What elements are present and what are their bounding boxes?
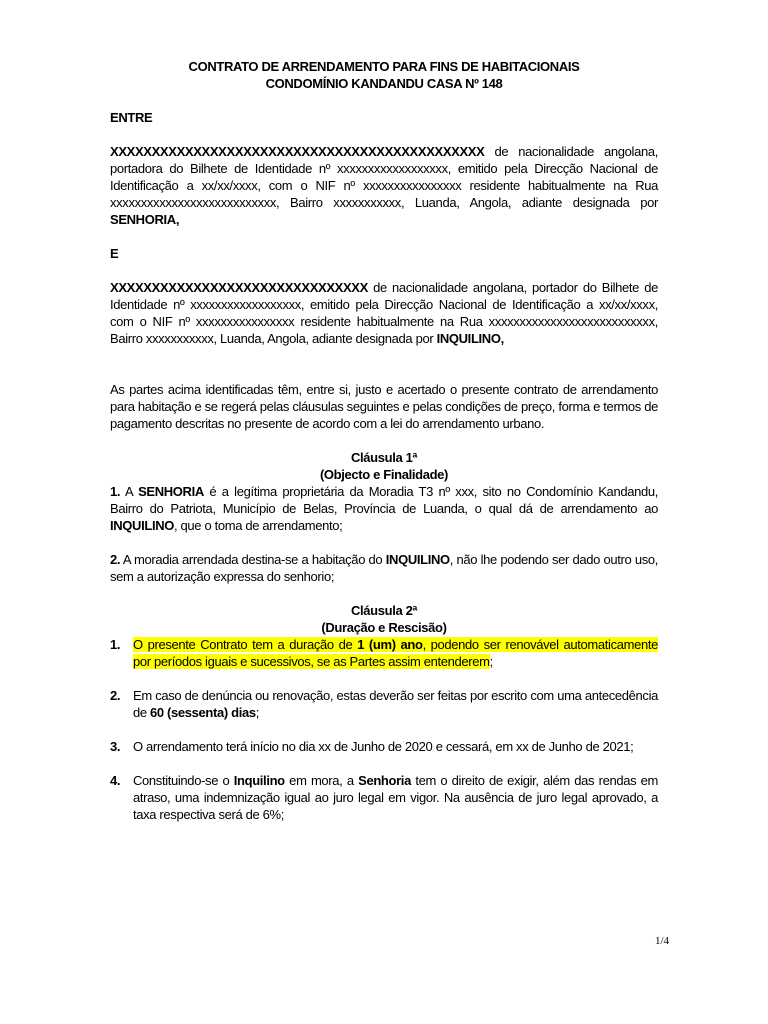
clause2-item2-text-c: ; — [255, 705, 260, 720]
clause1-item1-text-a: A — [120, 484, 139, 499]
party2-name: XXXXXXXXXXXXXXXXXXXXXXXXXXXXXXX — [110, 280, 368, 295]
clause2-item2-num: 2. — [110, 688, 121, 703]
clause2-item2-days: 60 (sessenta) dias — [150, 705, 256, 720]
clause1-subheading: (Objecto e Finalidade) — [319, 467, 449, 482]
document-body — [110, 58, 658, 823]
clause2-item3-text: O arrendamento terá início no dia xx de Junho de 2020 e cessará, em xx de Junho de 2021; — [133, 739, 634, 754]
contract-title — [110, 58, 658, 92]
party2-paragraph — [110, 279, 658, 347]
clause2-item1-text-c: , podendo ser renovável automaticamente por períodos iguais e sucessivos, se as Partes assim entenderem — [133, 637, 658, 669]
clause2-heading: Cláusula 2ª — [351, 603, 417, 618]
title-line-2: CONDOMÍNIO KANDANDU CASA Nº 148 — [265, 76, 503, 91]
clause2-item4 — [110, 772, 658, 823]
clause1-item2 — [110, 551, 658, 585]
clause1-item1-text-c: é a legítima proprietária da Moradia T3 nº xxx, sito no Condomínio Kandandu, Bairro do Patriota, Município de Belas, Província de Luanda, o qual dá de arrendamento ao — [110, 484, 658, 516]
party1-text: de nacionalidade angolana, portadora do Bilhete de Identidade nº xxxxxxxxxxxxxxxxxx, emitido pela Direcção Nacional de Identificação a xx/xx/xxxx, com o NIF nº xxxxxxxxxxxxxxxx residente habitualmente na Rua xxxxxxxxxxxxxxxxxxxxxxxxxxx, Bairro xxxxxxxxxxx, Luanda, Angola, adiante designada por — [110, 144, 658, 210]
clause2-item4-inquilino: Inquilino — [233, 773, 285, 788]
clause1-item2-inquilino: INQUILINO — [385, 552, 450, 567]
clause1-item1-senhoria: SENHORIA — [138, 484, 204, 499]
clause2-item3-num: 3. — [110, 739, 121, 754]
clause1-item2-num: 2. — [110, 552, 121, 567]
clause2-item4-senhoria: Senhoria — [358, 773, 411, 788]
party1-name: XXXXXXXXXXXXXXXXXXXXXXXXXXXXXXXXXXXXXXXXXXXXX — [110, 144, 485, 159]
clause2-item4-text-a: Constituindo-se o — [133, 773, 234, 788]
clause1-item1-num: 1. — [110, 484, 121, 499]
clause1-item1-text-d: , que o toma de arrendamento; — [174, 518, 343, 533]
clause1-item2-text-c: , não lhe podendo ser dado outro uso, sem a autorização expressa do senhorio; — [110, 552, 658, 584]
clause2-item4-num: 4. — [110, 773, 121, 788]
party2-role: INQUILINO, — [436, 331, 504, 346]
clause2-item1-text-a: O presente Contrato tem a duração de — [133, 637, 358, 652]
clause2-item4-text-c: em mora, a — [284, 773, 359, 788]
clause1-item1-inquilino: INQUILINO — [110, 518, 175, 533]
clause2-subheading: (Duração e Rescisão) — [321, 620, 447, 635]
clause2-item4-text-d: tem o direito de exigir, além das rendas em atraso, uma indemnização igual ao juro legal em vigor. Na ausência de juro legal aprovado, a taxa respectiva será de 6%; — [133, 773, 658, 822]
clause2-item1 — [110, 636, 658, 670]
clause2-item2-text-a: Em caso de denúncia ou renovação, estas deverão ser feitas por escrito com uma antecedência de — [133, 688, 658, 720]
preamble-paragraph: As partes acima identificadas têm, entre si, justo e acertado o presente contrato de arrendamento para habitação e se regerá pelas cláusulas seguintes e pelas condições de preço, forma e termos de pagamento descritas no presente de acordo com a lei do arrendamento urbano. — [110, 382, 658, 431]
title-line-1: CONTRATO DE ARRENDAMENTO PARA FINS DE HABITACIONAIS — [188, 59, 580, 74]
page-number: 1/4 — [655, 935, 670, 947]
clause2-item2 — [110, 687, 658, 721]
clause1-item2-text-a: A moradia arrendada destina-se a habitação do — [120, 552, 386, 567]
clause2-item1-highlight — [133, 637, 658, 669]
party1-role: SENHORIA, — [110, 212, 180, 227]
e-heading: E — [110, 246, 119, 261]
clause1-heading: Cláusula 1ª — [351, 450, 417, 465]
party2-text: de nacionalidade angolana, portador do Bilhete de Identidade nº xxxxxxxxxxxxxxxxxx, emitido pela Direcção Nacional de Identificação a xx/xx/xxxx, com o NIF nº xxxxxxxxxxxxxxxx residente habitualmente na Rua xxxxxxxxxxxxxxxxxxxxxxxxxxx, Bairro xxxxxxxxxxx, Luanda, Angola, adiante designada por — [110, 280, 658, 346]
clause1-item1 — [110, 483, 658, 534]
party1-paragraph — [110, 143, 658, 228]
clause2-item1-duration: 1 (um) ano — [357, 637, 423, 652]
clause2-item3 — [110, 738, 658, 755]
clause2-item1-num: 1. — [110, 637, 121, 652]
clause2-item1-text-d: ; — [489, 654, 493, 669]
entre-heading: ENTRE — [110, 110, 153, 125]
